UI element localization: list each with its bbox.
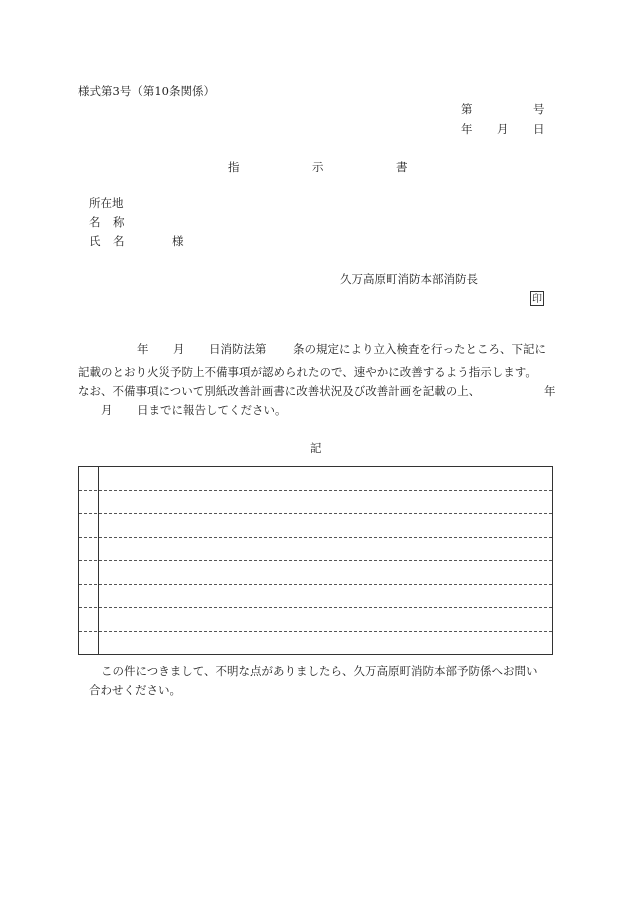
body-line-4-month: 月 [101,403,113,417]
title-char-3: 書 [396,160,408,174]
issuer: 久万高原町消防本部消防長 [340,272,478,286]
body-year: 年 [137,342,149,356]
name-label-2: 称 [113,215,125,229]
record-row-divider [79,560,552,561]
form-label: 様式第3号（第10条関係） [78,84,215,98]
body-day-text: 日消防法第 [209,342,267,356]
person-label-2: 名 [113,234,125,248]
ki-heading: 記 [310,441,322,455]
body-article-text: 条の規定により立入検査を行ったところ、下記に [293,342,546,356]
record-row-divider [79,513,552,514]
seal-stamp: 印 [530,291,544,306]
date-day: 日 [533,122,545,136]
doc-number-suffix: 号 [533,102,545,116]
body-month: 月 [173,342,185,356]
record-row-divider [79,631,552,632]
record-row-divider [79,584,552,585]
date-month: 月 [497,122,509,136]
footer-line-2: 合わせください。 [89,683,181,697]
record-row-divider [79,537,552,538]
title-char-2: 示 [312,160,324,174]
date-year: 年 [461,122,473,136]
body-line-3: なお、不備事項について別紙改善計画書に改善状況及び改善計画を記載の上、 [78,384,481,398]
person-label-1: 氏 [89,234,101,248]
body-line-2: 記載のとおり火災予防上不備事項が認められたので、速やかに改善するよう指示します。 [78,365,537,379]
honorific: 様 [172,234,184,248]
record-row-divider [79,490,552,491]
title-char-1: 指 [228,160,240,174]
record-table [78,466,553,655]
address-label: 所在地 [89,196,124,210]
name-label-1: 名 [89,215,101,229]
body-line-4-rest: 日までに報告してください。 [137,403,287,417]
footer-line-1: この件につきまして、不明な点がありましたら、久万高原町消防本部予防係へお問い [101,664,538,678]
doc-number-prefix: 第 [461,102,473,116]
body-line-3-year: 年 [544,384,556,398]
record-row-divider [79,607,552,608]
